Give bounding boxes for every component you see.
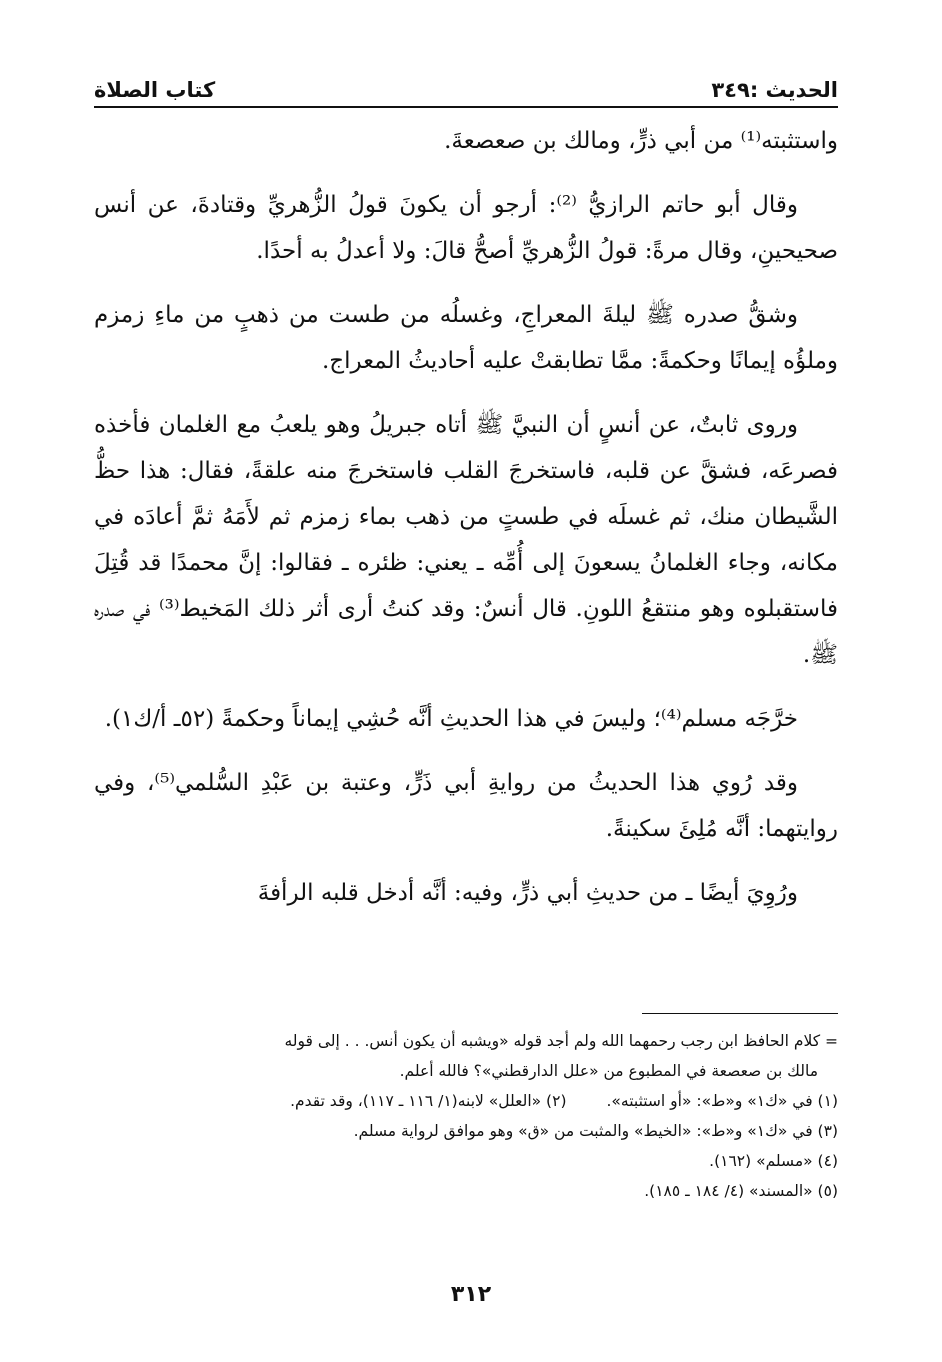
footnote-row-1-2 [94,1086,838,1116]
paragraph-3: وشقُّ صدره ﷺ ليلةَ المعراجِ، وغسلُه من طست من ذهبٍ من ماءِ زمزم وملؤُه إيمانًا وحكمةً: ممَّا تطابقتْ عليه أحاديثُ المعراج. [94,302,838,374]
footnote-5: (٥) «المسند» (٤/ ١٨٤ ـ ١٨٥). [644,1182,838,1200]
paragraph-7: ورُوِيَ أيضًا ـ من حديثِ أبي ذرٍّ، وفيه: أنَّه أدخل قلبه الرأفةَ [257,880,798,906]
header-hadith-number: الحديث :٣٤٩ [711,78,838,102]
paragraph-5: خرَّجَه مسلم⁽⁴⁾؛ وليسَ في هذا الحديثِ أنَّه حُشِي إيماناً وحكمةً (٥٢ـ أ/ك١). [104,706,798,732]
page-number: ٣١٢ [450,1282,492,1307]
footnote-separator [642,1013,838,1014]
header-book-title: كتاب الصلاة [94,78,216,102]
main-text [94,118,838,934]
paragraph-2: وقال أبو حاتم الرازيُّ ⁽²⁾: أرجو أن يكونَ قولُ الزُّهريِّ وقتادةَ، عن أنس صحيحينِ، وقال مرةً: قولُ الزُّهريِّ أصحُّ قالَ: ولا أعدلُ به أحدًا. [94,192,838,264]
footnote-4: (٤) «مسلم» (١٦٢). [709,1152,838,1170]
paragraph-6: وقد رُوي هذا الحديثُ من روايةِ أبي ذَرٍّ، وعتبة بن عَبْدِ السُّلمي⁽⁵⁾، وفي روايتهما: أنَّه مُلِئَ سكينةً. [94,770,838,842]
running-header [94,66,838,108]
footnote-continuation-line-1: = كلام الحافظ ابن رجب رحمهما الله ولم أجد قوله «ويشبه أن يكون أنس. . . إلى قوله [284,1032,838,1050]
footnote-3: (٣) في «ك١» و«ط»: «الخيط» والمثبت من «ق» وهو موافق لرواية مسلم. [353,1122,838,1140]
paragraph-4: وروى ثابتٌ، عن أنسٍ أن النبيَّ ﷺ أتاه جبريلُ وهو يلعبُ مع الغلمان فأخذه فصرعَه، فشقَّ عن قلبه، فاستخرجَ القلب فاستخرجَ منه علقةً، فقال: هذا حظُّ الشَّيطان منك، ثم غسلَه في طستٍ من ذهب بماء زمزم ثم لأَمَهُ ثمَّ أعادَه في مكانه، وجاء الغلمانُ يسعونَ إلى أُمِّه ـ يعني: ظئره ـ فقالوا: إنَّ محمدًا قد قُتِلَ فاستقبلوه وهو منتقعُ اللونِ. قال أنسٌ: وقد كنتُ أرى أثر ذلك المَخيط⁽³⁾ في صدره ﷺ. [94,412,838,668]
footnote-1: (١) في «ك١» و«ط»: «أو استثبته». [606,1092,838,1110]
footnote-continuation-line-2: مالك بن صعصعة في المطبوع من «علل الدارقطني»؟ فالله أعلم. [399,1062,818,1080]
paragraph-1: واستثبته⁽¹⁾ من أبي ذرٍّ، ومالك بن صعصعةَ. [444,128,838,154]
footnote-2: (٢) «العلل» لابنه(١/ ١١٦ ـ ١١٧)، وقد تقدم. [290,1092,567,1110]
footnotes [94,1026,838,1206]
